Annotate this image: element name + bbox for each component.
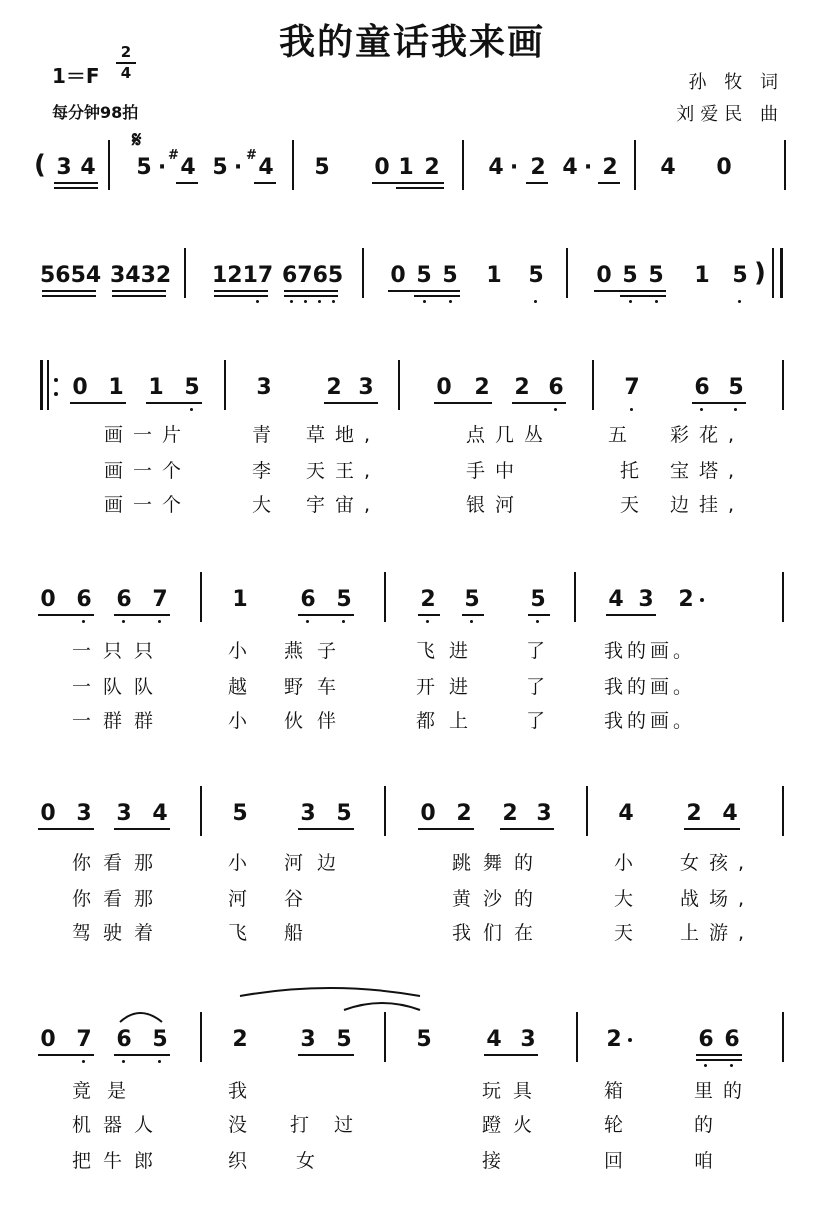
note: 0 [596,263,612,288]
lyric: 我 [228,1080,248,1102]
lyric: 黄沙的 [452,888,546,910]
paren-open: ( [34,150,46,180]
note: 0 [40,801,56,826]
note: 1 [232,587,248,612]
note: 5 [528,263,544,288]
note: 3 [56,155,72,180]
lyric: 画一个 [104,460,192,482]
lyric: 草地, [306,424,381,446]
lyric: 五 [608,424,628,446]
lyric: 我的画。 [604,676,697,698]
note: 5 [184,375,200,400]
lyric: 小 [228,710,248,732]
lyric: 画一片 [104,424,192,446]
lyric: 了 [526,676,546,698]
lyric: 女 [296,1150,316,1172]
note: 2 [420,587,436,612]
lyric: 伙伴 [284,710,351,732]
note: 0 [420,801,436,826]
note: 5 [622,263,638,288]
lyric: 了 [526,640,546,662]
lyric: 李 [252,460,272,482]
note: 2 [602,155,618,180]
lyric: 河 [228,888,248,910]
lyric: 箱 [604,1080,624,1102]
note: 6 [724,1027,740,1052]
note: 2 [232,1027,248,1052]
note: # 4 [176,156,200,180]
note: 4 [152,801,168,826]
lyric: 过 [334,1114,354,1136]
note: 2 [502,801,518,826]
note: 4 [660,155,676,180]
note: 1 [398,155,414,180]
lyric: 里的 [694,1080,753,1102]
time-signature-top: 2 [120,43,132,61]
lyric: 蹬火 [482,1114,545,1136]
lyric: 野车 [284,676,351,698]
lyric: 我的画。 [604,710,697,732]
note: 4 [80,155,96,180]
lyric: 大 [614,888,634,910]
note-dot: · [509,155,519,180]
note: 5 [212,155,228,180]
lyric: 宝塔, [670,460,745,482]
note: 2 [474,375,490,400]
note-dot: · [233,155,243,180]
lyric: 彩花, [670,424,745,446]
sharp-icon: # [168,148,179,163]
note: 0 [716,155,732,180]
note: 5 [152,1027,168,1052]
lyric: 打 [290,1114,310,1136]
lyric: 天 [620,494,640,516]
lyric: 玩具 [482,1080,545,1102]
note: 6 [698,1027,714,1052]
lyric: 船 [284,922,304,944]
note: 0 [40,587,56,612]
note: 5 [442,263,458,288]
lyric: 飞 [228,922,248,944]
note: 2 [686,801,702,826]
note: 6 [548,375,564,400]
note: 6 [300,587,316,612]
lyric: 的 [694,1114,714,1136]
lyric: 宇宙, [306,494,381,516]
note: 3 [300,801,316,826]
lyric: 燕子 [284,640,351,662]
lyric: 轮 [604,1114,624,1136]
lyric: 银河 [466,494,525,516]
note: 1 [486,263,502,288]
note: 4 [486,1027,502,1052]
lyric: 咱 [694,1150,714,1172]
lyric: 竟是 [72,1080,143,1102]
note: 3 [76,801,92,826]
lyric: 飞进 [416,640,483,662]
lyric: 你看那 [72,852,166,874]
lyricist-credit: 孙 牧 词 [688,72,784,93]
note: 3 [536,801,552,826]
note: 5 [728,375,744,400]
note: 0 [374,155,390,180]
note: 6 [116,1027,132,1052]
note: 0 [40,1027,56,1052]
key-signature: 1＝F [52,64,100,88]
note: 4 [608,587,624,612]
lyric: 了 [526,710,546,732]
note: 2 [424,155,440,180]
lyric: 没 [228,1114,248,1136]
note: 7 [76,1027,92,1052]
lyric: 都上 [416,710,483,732]
note: 7 [624,375,640,400]
note: 6 [116,587,132,612]
sharp-icon: # [246,148,257,163]
lyric: 我们在 [452,922,546,944]
lyric: 跳舞的 [452,852,546,874]
lyric: 一队队 [72,676,166,698]
lyric: 谷 [284,888,304,910]
lyric: 小 [228,852,248,874]
lyric: 一群群 [72,710,166,732]
note: 7 [152,587,168,612]
note: 5 [416,1027,432,1052]
note: 3 [116,801,132,826]
note: 6 [76,587,92,612]
note: 2 [326,375,342,400]
note: 4 [722,801,738,826]
note: 3 [638,587,654,612]
note: 0 [72,375,88,400]
lyric: 机器人 [72,1114,166,1136]
lyric: 点几丛 [466,424,554,446]
note-group: 6765 [282,263,344,288]
lyric: 我的画。 [604,640,697,662]
note: 2 [678,587,694,612]
lyric: 织 [228,1150,248,1172]
song-title: 我的童话我来画 [278,22,545,63]
note: 4 [562,155,578,180]
segno-icon: 𝄋 [132,128,142,153]
note: 3 [256,375,272,400]
lyric: 上游, [680,922,755,944]
note-group: 1217 [212,263,274,288]
note: 1 [108,375,124,400]
note: 5 [336,587,352,612]
lyric: 开进 [416,676,483,698]
lyric: 接 [482,1150,502,1172]
lyric: 天王, [306,460,381,482]
note: 2 [530,155,546,180]
note: 5 [530,587,546,612]
note: 2 [456,801,472,826]
tempo-marking: 每分钟98拍 [52,103,139,122]
lyric: 你看那 [72,888,166,910]
time-signature-bottom: 4 [120,64,132,82]
lyric: 女孩, [680,852,755,874]
lyric: 边挂, [670,494,745,516]
note: 3 [358,375,374,400]
lyric: 小 [228,640,248,662]
lyric: 天 [614,922,634,944]
lyric: 托 [620,460,640,482]
lyric: 越 [228,676,248,698]
composer-credit: 刘爱民 曲 [676,104,784,125]
lyric: 一只只 [72,640,166,662]
paren-close: ) [754,258,766,288]
note: 5 [648,263,664,288]
time-signature [116,44,136,82]
note-dot: · [583,155,593,180]
note: 5 [336,801,352,826]
lyric: 大 [252,494,272,516]
note: 1 [148,375,164,400]
note: 4 [618,801,634,826]
lyric: 把牛郎 [72,1150,166,1172]
note: 5 [314,155,330,180]
lyric: 战场, [680,888,755,910]
note: 0 [436,375,452,400]
note: 2 [606,1027,622,1052]
lyric: 回 [604,1150,624,1172]
note: 1 [694,263,710,288]
lyric: 青 [252,424,272,446]
note: # 4 [254,156,278,180]
note: 5 [732,263,748,288]
lyric: 河边 [284,852,351,874]
note-group: 3432 [110,263,172,288]
note: 0 [390,263,406,288]
note-dot: · [157,155,167,180]
note: 5 [336,1027,352,1052]
note: 5 [464,587,480,612]
note: 5 [136,155,152,180]
note: 4 [488,155,504,180]
note: 6 [694,375,710,400]
note: 2 [514,375,530,400]
lyric: 驾驶着 [72,922,166,944]
note: 5 [232,801,248,826]
note-group: 5654 [40,263,102,288]
lyric: 小 [614,852,634,874]
note: 3 [520,1027,536,1052]
lyric: 画一个 [104,494,192,516]
lyric: 手中 [466,460,525,482]
note: 5 [416,263,432,288]
note: 3 [300,1027,316,1052]
